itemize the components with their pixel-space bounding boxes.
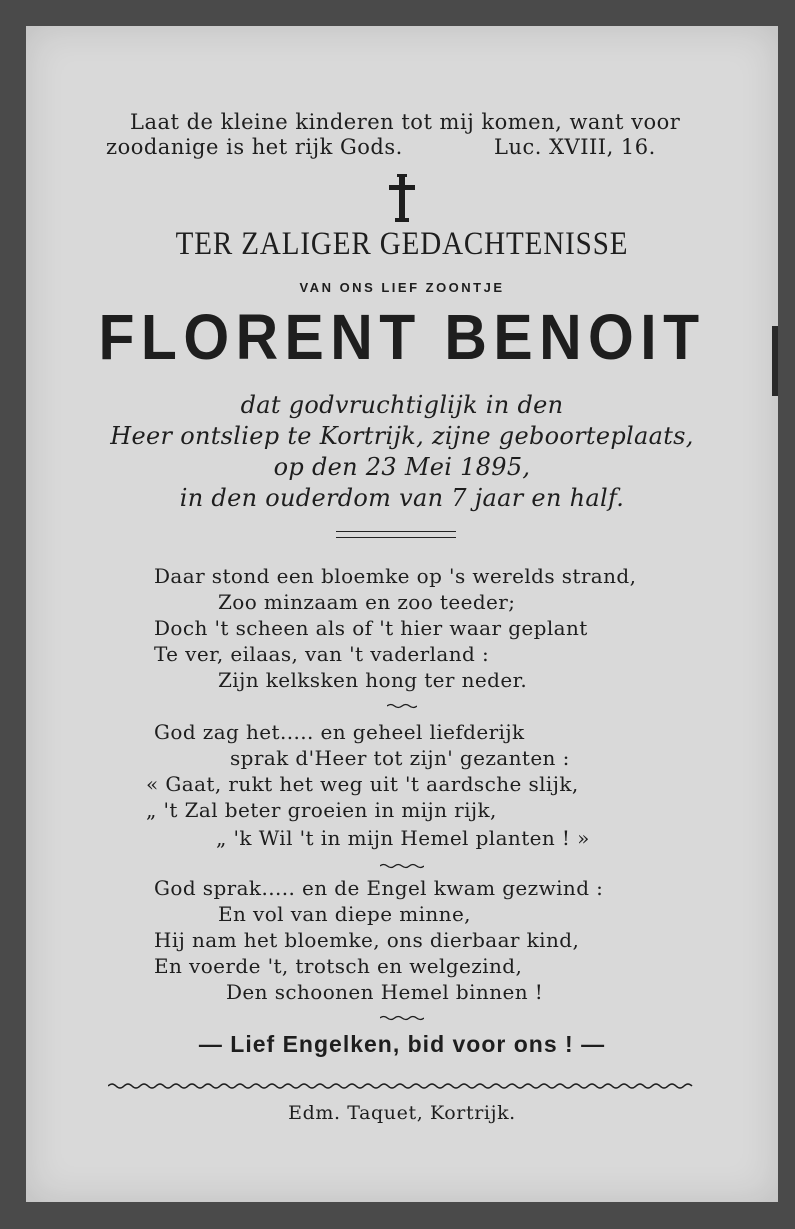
divider-rule-bottom [336, 537, 456, 538]
poem-stanza1-line-1: Daar stond een bloemke op 's werelds strand, [154, 564, 637, 588]
ornament-swirl-3 [26, 1010, 778, 1024]
swirl-icon [387, 703, 417, 709]
divider-rule-top [336, 531, 456, 532]
poem-stanza2-line-3: « Gaat, rukt het weg uit 't aardsche slijk, [146, 772, 579, 796]
poem-stanza3-line-3: Hij nam het bloemke, ons dierbaar kind, [154, 928, 580, 952]
dedication-line-1: dat godvruchtiglijk in den [240, 391, 564, 419]
closing-prayer: — Lief Engelken, bid voor ons ! — [198, 1031, 606, 1057]
poem-stanza1-line-3: Doch 't scheen als of 't hier waar geplant [154, 616, 588, 640]
epigraph-line-1: Laat de kleine kinderen tot mij komen, want voor [130, 110, 681, 134]
poem-stanza1-line-2: Zoo minzaam en zoo teeder; [218, 590, 516, 614]
swirl-icon [380, 863, 424, 869]
poem-stanza1-line-4: Te ver, eilaas, van 't vaderland : [154, 642, 490, 666]
deceased-name: FLORENT BENOIT [98, 301, 706, 373]
poem-stanza3-line-2: En vol van diepe minne, [218, 902, 471, 926]
poem-stanza2-line-4: „ 't Zal beter groeien in mijn rijk, [146, 798, 497, 822]
dedication-line-4: in den ouderdom van 7 jaar en half. [179, 484, 625, 512]
memorial-card [26, 26, 778, 1202]
poem-stanza1-line-5: Zijn kelksken hong ter neder. [218, 668, 528, 692]
ornament-swirl-2 [26, 858, 778, 872]
poem-stanza2-line-5: „ 'k Wil 't in mijn Hemel planten ! » [216, 826, 590, 850]
poem-stanza3-line-1: God sprak..... en de Engel kwam gezwind : [154, 876, 604, 900]
card-edge-mark [772, 326, 778, 396]
cross-icon [26, 174, 778, 229]
printer-imprint: Edm. Taquet, Kortrijk. [288, 1102, 516, 1124]
memorial-subheading: VAN ONS LIEF ZOONTJE [299, 280, 505, 295]
epigraph-line-2: zoodanige is het rijk Gods. [106, 135, 403, 159]
memorial-heading: TER ZALIGER GEDACHTENISSE [175, 226, 629, 262]
poem-stanza2-line-1: God zag het..... en geheel liefderijk [154, 720, 525, 744]
swirl-icon [380, 1015, 424, 1021]
poem-stanza2-line-2: sprak d'Heer tot zijn' gezanten : [230, 746, 570, 770]
epigraph-reference: Luc. XVIII, 16. [494, 135, 656, 159]
poem-stanza3-line-5: Den schoonen Hemel binnen ! [226, 980, 544, 1004]
cross-icon-svg [389, 174, 415, 222]
dedication-line-3: op den 23 Mei 1895, [273, 453, 531, 481]
wavy-divider [108, 1082, 693, 1090]
poem-stanza3-line-4: En voerde 't, trotsch en welgezind, [154, 954, 523, 978]
ornament-swirl-1 [26, 698, 778, 712]
dedication-line-2: Heer ontsliep te Kortrijk, zijne geboorteplaats, [110, 422, 694, 450]
